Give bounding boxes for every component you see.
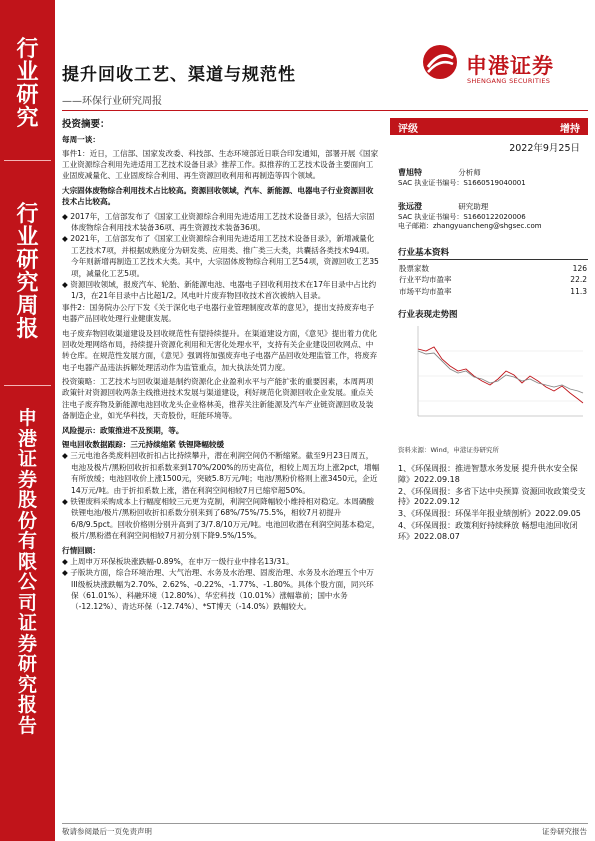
logo-text: 申港证券 [466,54,554,78]
bullet-text: 三元电池各类废料回收折扣占比持续攀升，潜在利润空间仍不断缩紧。截至9月23日周五，电池及极片/黑粉回收折扣系数来到170%/200%的历史高位，相较上周五均上涨2pct，增幅有所放缓；电池回收价上涨1500元，突破5.8万元/吨；电池/黑粉价格则上涨3450元，企近14万元/吨。由于折扣系数上涨，潜在利润空间相较7月已缩窄超50%。 [70,451,380,495]
analyst-sac: SAC 执业证书编号：S1660519040001 [398,178,526,187]
summary-heading: 投资摘要： [62,119,110,130]
battery-heading: 锂电回收数据跟踪：三元持续缩紧 铁锂降幅较缓 [62,440,225,450]
report-subtitle: ——环保行业研究周报 [62,96,162,107]
sidebar-char: 究 [16,270,39,297]
report-title: 提升回收工艺、渠道与规范性 [62,65,296,85]
bullet-text: 2017年，工信部发布了《国家工业资源综合利用先进适用工艺技术设备目录》，包括大宗固体废物综合利用技术装备36项、再生资源技术装备36项。 [70,211,375,232]
bullet-ternary: ◆ 三元电池各类废料回收折扣占比持续攀升，潜在利润空间仍不断缩紧。截至9月23日周五，电池及极片/黑粉回收折扣系数来到170%/200%的历史高位，相较上周五均上涨2pct，增幅有所放缓；电池回收价上涨1500元，突破5.8万元/吨；电池/黑粉价格则上涨3450元，企近14万元/吨。由于折扣系数上涨，潜在利润空间相较7月已缩窄超50%。 [62,451,380,495]
table-cell-label: 行业平均市盈率 [399,275,452,285]
table-cell-value: 22.2 [570,275,587,285]
footer-disclaimer: 敬请参阅最后一页免责声明 [62,827,152,836]
rating-bar [390,118,588,135]
chart-series-line [418,347,583,403]
report-date: 2022年9月25日 [509,143,580,154]
sidebar-char: 研 [17,653,37,676]
sidebar-char: 券 [17,468,37,491]
chart-heading: 行业表现走势图 [398,310,458,320]
sidebar-category-label [0,38,55,130]
sidebar-char: 证 [17,448,37,471]
chart-source: 资料来源：Wind，申港证券研究所 [398,446,499,454]
analyst-sac: SAC 执业证书编号：S1660122020006 [398,212,526,221]
basic-info-heading: 行业基本资料 [398,248,450,258]
related-reports [398,464,588,544]
sidebar-char: 港 [17,427,37,450]
related-report-link[interactable]: 3、《环保周报：环保半年报业绩剖析》2022.09.05 [398,509,581,519]
sidebar-char: 业 [16,224,39,251]
bullet-market: ◆ 上周申万环保板块涨跌幅-0.89%，在申万一级行业中排名13/31。 [62,556,294,566]
header-rule [62,110,588,111]
sidebar-char: 究 [16,105,39,132]
sidebar-char: 报 [17,694,37,717]
weekly-talk-heading: 每周一谈： [62,135,100,145]
sidebar-char: 行 [16,201,39,227]
sidebar-char: 研 [16,247,39,274]
basic-info-rule [398,259,588,260]
rating-label: 评级 [398,124,418,135]
analyst-role: 分析师 [458,168,481,177]
sidebar-category-text [0,38,55,130]
table-cell-label: 市场平均市盈率 [399,286,452,296]
strategy-paragraph: 投资策略：工艺技术与回收渠道是制约资源化企业盈利水平与产能扩张的重要因素，本周两项政策针对资源回收两条主线推进技术发展与渠道建设，利好规范化资源回收企业发展。重点关注电子废弃物及新能源电池回收龙头企业格林美，推荐关注新能源及汽车产业链资源回收及装备制造企业，如光华科技，天奇股份，旺能环境等。 [62,377,374,421]
table-cell-label: 股票家数 [399,264,429,273]
sidebar-char: 行 [16,36,39,62]
sidebar-char: 周 [16,293,39,320]
analyst-1 [398,168,526,188]
sidebar-char: 告 [17,714,37,737]
table-row [398,286,588,297]
bullet-2017: ◆ 2017年，工信部发布了《国家工业资源综合利用先进适用工艺技术设备目录》，包括大宗固体废物综合利用技术装备36项、再生资源技术装备36项。 [62,211,375,232]
bullet-2021: ◆ 2021年，工信部发布了《国家工业资源综合利用先进适用工艺技术设备目录》，新增减量化工艺技术7项，并根据成熟度分为研发类、应用类、推广类三大类，共囊括各类技术94项。今年则新增再制造工艺技术大类。其中，大宗固体废物综合利用工艺54项，资源回收工艺35项，减量化工艺5项。 [62,234,379,278]
bullet-text: 上周申万环保板块涨跌幅-0.89%，在申万一级行业中排名13/31。 [70,556,294,566]
table-cell-value: 126 [572,264,587,273]
sidebar-char: 研 [16,82,39,109]
bullet-text: 子版块方面，综合环境治理、大气治理、水务及水治理、固废治理、水务及水治理五个中万III级板块涨跌幅为2.70%、2.62%、-0.22%、-1.77%、-1.80%。具体个股方面，同兴环保（61.01%）、科融环境（12.80%）、华宏科技（10.01%）涨幅靠前；国中水务（-12.12%）、青达环保（-12.74%）、*ST博天（-14.0%）跌幅较大。 [70,568,375,612]
key-point-paragraph: 大宗固体废物综合利用技术占比较高。资源回收领域，汽车、新能源、电器电子行业资源回收技术占比较高。 [62,185,374,207]
related-report-link[interactable]: 1、《环保周报：推进智慧水务发展 提升供水安全保障》2022.09.18 [398,464,578,484]
sidebar-company-text [0,408,55,736]
market-heading: 行情回顾： [62,545,100,555]
sidebar-char: 股 [17,489,37,512]
sidebar-report-type [0,203,55,342]
sidebar-char: 业 [16,59,39,86]
table-row [398,274,588,285]
bullet-subsectors: ◆ 子版块方面，综合环境治理、大气治理、水务及水治理、固废治理、水务及水治理五个中万III级板块涨跌幅为2.70%、2.62%、-0.22%、-1.77%、-1.80%。具体个股方面，同兴环保（61.01%）、科融环境（12.80%）、华宏科技（10.01%）涨幅靠前；国中水务（-12.12%）、青达环保（-12.74%）、*ST博天（-14.0%）跌幅较大。 [62,568,375,612]
table-row [398,263,588,274]
logo-subtext: SHENGANG SECURITIES [467,77,551,85]
sidebar-char: 限 [17,550,37,573]
sidebar-char: 有 [17,530,37,553]
sidebar-char: 究 [17,673,37,696]
footer-label: 证券研究报告 [542,827,587,836]
table-cell-value: 11.3 [570,286,587,296]
rating-value: 增持 [560,124,580,135]
sidebar-char: 报 [16,316,39,343]
sidebar-char: 份 [17,509,37,532]
sidebar-char: 公 [17,571,37,594]
red-sidebar [0,0,55,841]
analyst-role: 研究助理 [458,202,489,211]
sidebar-char: 证 [17,612,37,635]
sidebar-char: 申 [17,407,37,429]
sidebar-report-type-text [0,203,55,342]
industry-performance-chart [398,321,588,441]
bullet-text: 铁锂废料采购成本上行幅度相较三元更为克制，利润空间降幅较小维持相对稳定。本周磷酸铁锂电池/极片/黑粉回收折扣系数分别来到了68%/75%/75.5%，相较7月初提升6/8/9.5pct。回收价格则分别升高到了3/7.8/10万元/吨。电池回收潜在利润空间基本稳定，极片/黑粉潜在利润空间相较7月初分别下降9.5%/15%。 [70,496,380,541]
analyst-email[interactable]: 电子邮箱：zhangyuancheng@shgsec.com [398,222,542,231]
footer-rule [62,823,588,824]
sidebar-company [0,408,55,736]
sidebar-char: 司 [17,591,37,614]
event1-paragraph: 事件1：近日，工信部、国家发改委、科技部、生态环境部近日联合印发通知，部署开展《国家工业资源综合利用先进适用工艺技术设备目录》推荐工作。拟推荐的工艺技术设备主要面向工业固废减量化、工业固废综合利用、再生资源回收利用和再制造等四个领域。 [62,148,379,181]
sidebar-divider [4,385,51,386]
analyst-name: 曹旭特 [398,168,422,177]
sidebar-divider [4,160,51,161]
sidebar-char: 券 [17,632,37,655]
related-report-link[interactable]: 2、《环保周报：多省下达中央预算 资源回收政策受支持》2022.09.12 [398,486,586,507]
bullet-text: 2021年，工信部发布了《国家工业资源综合利用先进适用工艺技术设备目录》，新增减量化工艺技术7项，并根据成熟度分为研发类、应用类、推广类三大类，共囊括各类技术94项。今年则新增再制造工艺技术大类。其中，大宗固体废物综合利用工艺54项，资源回收工艺35项，减量化工艺5项。 [70,234,379,278]
analyst-2 [398,202,542,232]
main-content [62,118,380,613]
bullet-text: 资源回收领域，报废汽车、轮胎、新能源电池、电器电子回收利用技术在17年目录中占比约1/3，在21年目录中占比超1/2。风电叶片废弃物回收技术首次被纳入目录。 [70,279,377,301]
ewaste-paragraph: 电子废弃物回收渠道建设及回收规范性有望持续提升。在渠道建设方面，《意见》提出着力优化回收处理网络布局，持续提升资源化利用和无害化处理水平，支持有关企业建设回收网点、中转仓库。在规范性发展方面，《意见》强调将加强废弃电子电器产品回收处理监管工作，将废弃电子电器产品违法拆解处理活动作为监管重点，加大执法处罚力度。 [62,328,378,372]
bullet-recycle: ◆ 资源回收领域，报废汽车、轮胎、新能源电池、电器电子回收利用技术在17年目录中占比约1/3，在21年目录中占比超1/2。风电叶片废弃物回收技术首次被纳入目录。 [62,279,377,301]
risk-paragraph: 风险提示：政策推进不及预期，等。 [62,425,184,435]
analyst-name: 张远澄 [398,202,422,211]
event2-paragraph: 事件2：国务院办公厅下发《关于深化电子电器行业管理制度改革的意见》，提出支持废弃电子电器产品回收处理行业健康发展。 [62,302,375,324]
basic-info-table [398,263,588,297]
related-report-link[interactable]: 4、《环保周报：政策利好持续释放 畅想电池回收闭环》2022.08.07 [398,520,578,541]
chart-series-line [418,351,583,393]
bullet-lfp: ◆ 铁锂废料采购成本上行幅度相较三元更为克制，利润空间降幅较小维持相对稳定。本周磷酸铁锂电池/极片/黑粉回收折扣系数分别来到了68%/75%/75.5%，相较7月初提升6/8/9.5pct。回收价格则分别升高到了3/7.8/10万元/吨。电池回收潜在利润空间基本稳定，极片/黑粉潜在利润空间相较7月初分别下降9.5%/15%。 [62,496,380,541]
